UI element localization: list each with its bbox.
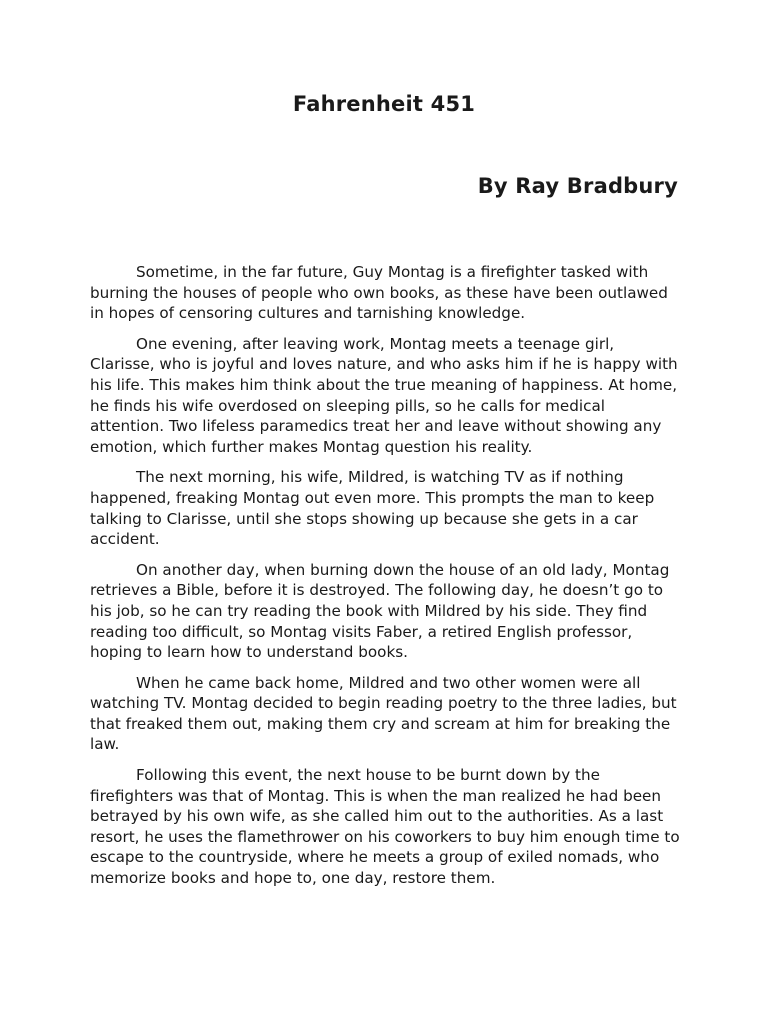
paragraph: The next morning, his wife, Mildred, is watching TV as if nothing happened, freaking Montag out even more. This prompts the man to keep talking to Clarisse, until she stops showing up because she gets in a car accident. [90, 468, 655, 549]
document-author: By Ray Bradbury [477, 174, 678, 198]
paragraph: One evening, after leaving work, Montag meets a teenage girl, Clarisse, who is joyful and loves nature, and who asks him if he is happy with his life. This makes him think about the true meaning of happiness. At home, he finds his wife overdosed on sleeping pills, so he calls for medical attention. Two lifeless paramedics treat her and leave without showing any emotion, which further makes Montag question his reality. [90, 334, 678, 456]
document-title: Fahrenheit 451 [292, 92, 476, 116]
paragraph: Sometime, in the far future, Guy Montag is a firefighter tasked with burning the houses of people who own books, as these have been outlawed in hopes of censoring cultures and tarnishing knowledge. [90, 263, 668, 323]
document-body [90, 262, 680, 899]
paragraph: On another day, when burning down the house of an old lady, Montag retrieves a Bible, before it is destroyed. The following day, he doesn’t go to his job, so he can try reading the book with Mildred by his side. They find reading too difficult, so Montag visits Faber, a retired English professor, hoping to learn how to understand books. [90, 560, 670, 662]
paragraph: Following this event, the next house to be burnt down by the firefighters was that of Montag. This is when the man realized he had been betrayed by his own wife, as she called him out to the authorities. As a last resort, he uses the flamethrower on his coworkers to buy him enough time to escape to the countryside, where he meets a group of exiled nomads, who memorize books and hope to, one day, restore them. [90, 766, 680, 888]
paragraph: When he came back home, Mildred and two other women were all watching TV. Montag decided to begin reading poetry to the three ladies, but that freaked them out, making them cry and scream at him for breaking the law. [90, 673, 677, 754]
